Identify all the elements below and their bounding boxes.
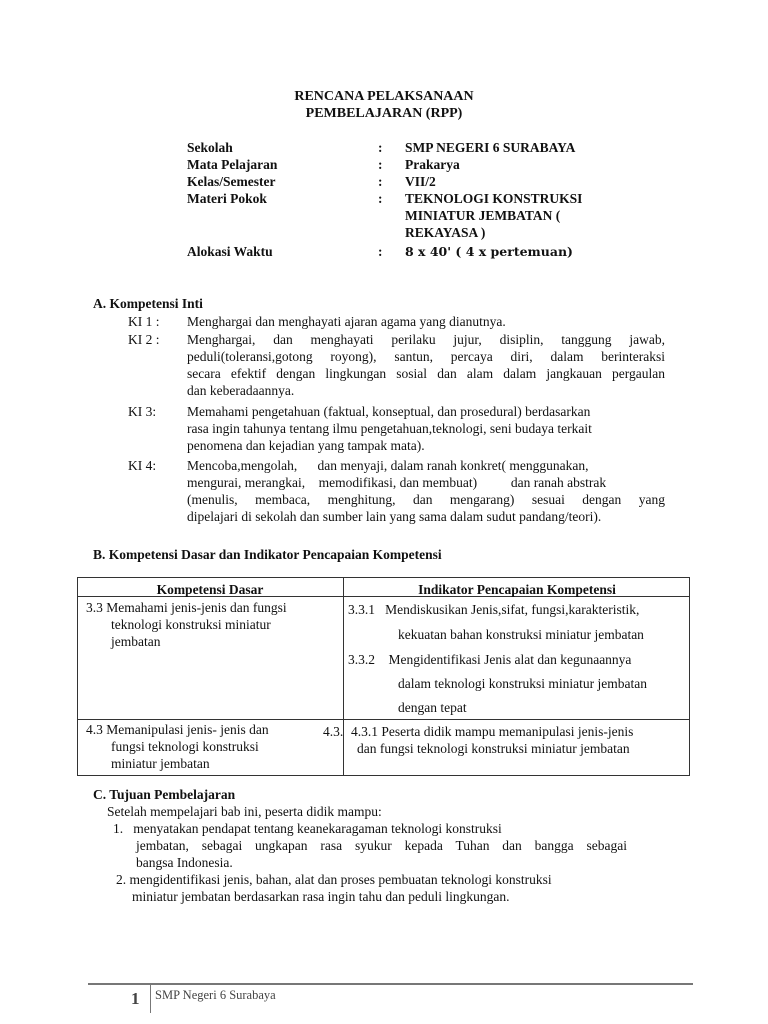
identity-value-school: SMP NEGERI 6 SURABAYA — [405, 140, 576, 155]
indicator-3-3-2-line-3: dengan tepat — [398, 700, 467, 715]
table-row-divider — [77, 719, 690, 720]
identity-colon: : — [378, 174, 383, 189]
section-a-heading: A. Kompetensi Inti — [93, 296, 203, 311]
section-c-heading: C. Tujuan Pembelajaran — [93, 787, 236, 802]
footer-separator — [150, 985, 151, 1013]
identity-value-subject: Prakarya — [405, 157, 460, 172]
table-header-indicator: Indikator Pencapaian Kompetensi — [418, 582, 616, 597]
section-c-intro: Setelah mempelajari bab ini, peserta didik mampu: — [107, 804, 382, 819]
identity-colon: : — [378, 140, 383, 155]
footer-school-name: SMP Negeri 6 Surabaya — [155, 988, 276, 1002]
identity-label-subject: Mata Pelajaran — [187, 157, 278, 172]
identity-value-topic-line-1: TEKNOLOGI KONSTRUKSI — [405, 191, 583, 206]
ki-2-line: peduli(toleransi,gotong royong), santun, percaya diri, dalam berinteraksi — [187, 349, 665, 364]
goal-1-line-2: jembatan, sebagai ungkapan rasa syukur kepada Tuhan dan bangga sebagai — [136, 838, 627, 853]
identity-value-topic-line-3: REKAYASA ) — [405, 225, 486, 240]
ki-3-text — [187, 403, 665, 454]
indicator-3-3-1-line-1: 3.3.1 Mendiskusikan Jenis,sifat, fungsi,karakteristik, — [348, 602, 640, 617]
ki-2-line: dan keberadaannya. — [187, 383, 295, 398]
ki-4-line: (menulis, membaca, menghitung, dan mengarang) sesuai dengan yang — [187, 492, 665, 507]
ki-2-line: secara efektif dengan lingkungan sosial dan alam dalam jangkauan pergaulan — [187, 366, 665, 381]
identity-label-school: Sekolah — [187, 140, 233, 155]
ki-2-label: KI 2 : — [128, 332, 160, 347]
ki-2-line: Menghargai, dan menghayati perilaku jujur, disiplin, tanggung jawab, — [187, 332, 665, 347]
identity-colon: : — [378, 191, 383, 206]
indicator-3-3-1-line-2: kekuatan bahan konstruksi miniatur jembatan — [398, 627, 644, 642]
kd-4-3-line: 4.3 Memanipulasi jenis- jenis dan — [86, 722, 269, 737]
ki-4-label: KI 4: — [128, 458, 157, 473]
document-title-line-2: PEMBELAJARAN (RPP) — [305, 106, 463, 121]
ki-1-text — [187, 313, 665, 330]
identity-label-topic: Materi Pokok — [187, 191, 267, 206]
goal-2-line-2: miniatur jembatan berdasarkan rasa ingin tahu dan peduli lingkungan. — [132, 889, 510, 904]
goal-1-line-2-wrap — [136, 837, 627, 854]
goal-1-line-1: 1. menyatakan pendapat tentang keanekaragaman teknologi konstruksi — [113, 821, 502, 836]
identity-label-time: Alokasi Waktu — [187, 244, 273, 259]
page-number: 1 — [131, 989, 140, 1008]
footer-rule — [88, 983, 693, 985]
kd-4-3-line: miniatur jembatan — [111, 756, 210, 771]
identity-value-time: 8 x 40' ( 4 x pertemuan) — [405, 244, 573, 259]
ki-4-text — [187, 457, 665, 525]
ki-3-line: penomena dan kejadian yang tampak mata). — [187, 438, 425, 453]
identity-value-class: VII/2 — [405, 174, 436, 189]
indicator-3-3-2-line-2: dalam teknologi konstruksi miniatur jembatan — [398, 676, 647, 691]
kd-3-3-line: jembatan — [111, 634, 161, 649]
ki-3-line: rasa ingin tahunya tentang ilmu pengetahuan,teknologi, seni budaya terkait — [187, 421, 592, 436]
ki-1-line: Menghargai dan menghayati ajaran agama yang dianutnya. — [187, 314, 506, 329]
kd-3-3 — [86, 599, 287, 650]
indicator-4-3-1-line-1: 4.3.1 Peserta didik mampu memanipulasi jenis-jenis — [351, 724, 634, 739]
identity-colon: : — [378, 157, 383, 172]
identity-label-class: Kelas/Semester — [187, 174, 276, 189]
ki-1-label: KI 1 : — [128, 314, 160, 329]
kd-4-3 — [86, 721, 269, 772]
table-column-divider — [343, 577, 344, 776]
ki-3-line: Memahami pengetahuan (faktual, konseptual, dan prosedural) berdasarkan — [187, 404, 591, 419]
ki-4-line: mengurai, merangkai, memodifikasi, dan membuat) dan ranah abstrak — [187, 475, 607, 490]
goal-1-line-3: bangsa Indonesia. — [136, 855, 233, 870]
identity-colon: : — [378, 244, 383, 259]
kd-3-3-line: 3.3 Memahami jenis-jenis dan fungsi — [86, 600, 287, 615]
identity-value-topic-line-2: MINIATUR JEMBATAN ( — [405, 208, 561, 223]
ki-4-line: Mencoba,mengolah, dan menyaji, dalam ranah konkret( menggunakan, — [187, 458, 589, 473]
kd-3-3-line: teknologi konstruksi miniatur — [111, 617, 271, 632]
kd-4-3-line: fungsi teknologi konstruksi — [111, 739, 259, 754]
indicator-4-3-prefix: 4.3. — [323, 724, 344, 739]
ki-3-label: KI 3: — [128, 404, 157, 419]
table-header-kd: Kompetensi Dasar — [156, 582, 264, 597]
ki-4-line: dipelajari di sekolah dan sumber lain yang sama dalam sudut pandang/teori). — [187, 509, 602, 524]
section-b-heading: B. Kompetensi Dasar dan Indikator Pencapaian Kompetensi — [93, 547, 442, 562]
goal-2-line-1: 2. mengidentifikasi jenis, bahan, alat dan proses pembuatan teknologi konstruksi — [116, 872, 552, 887]
indicator-3-3-2-line-1: 3.3.2 Mengidentifikasi Jenis alat dan kegunaannya — [348, 652, 632, 667]
document-title-line-1: RENCANA PELAKSANAAN — [294, 89, 474, 104]
ki-2-text — [187, 331, 665, 399]
indicator-4-3-1-line-2: dan fungsi teknologi konstruksi miniatur jembatan — [357, 741, 630, 756]
